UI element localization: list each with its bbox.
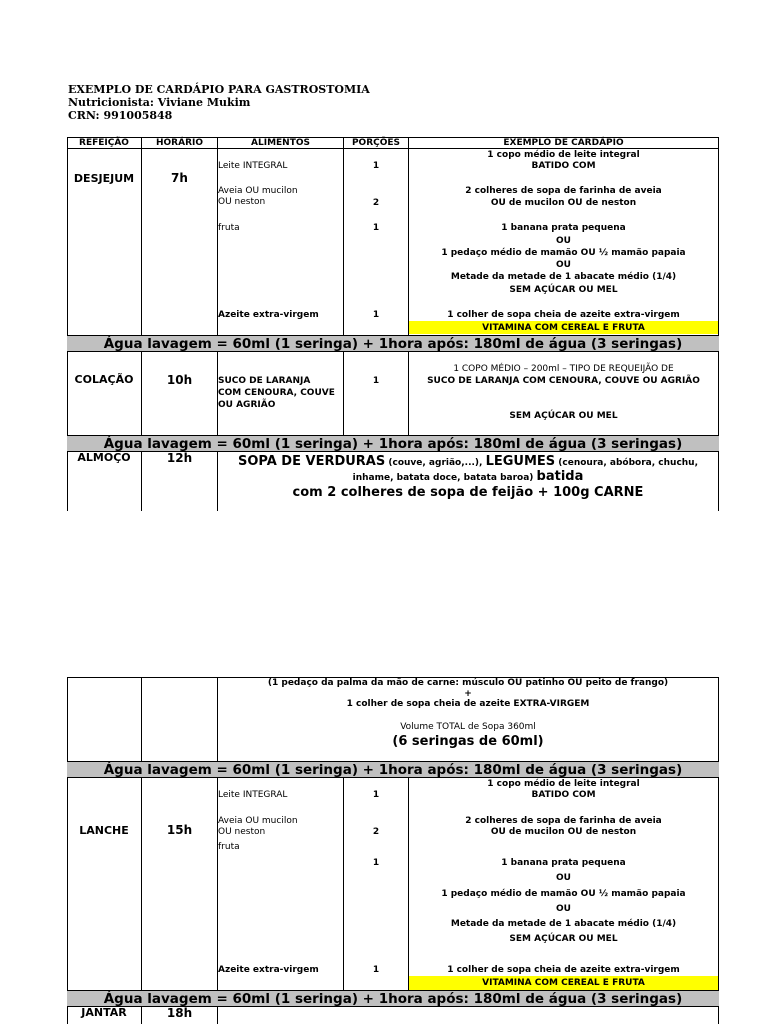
portion-value: 1 (372, 858, 380, 868)
water-note-bar: Água lavagem = 60ml (1 seringa) + 1hora após: 180ml de água (3 seringas) (67, 990, 719, 1007)
time-jantar: 18h (166, 1006, 193, 1020)
meal-desjejum: DESJEJUM (73, 172, 135, 185)
example-line: OU (556, 260, 571, 270)
example-line: 1 colher de sopa cheia de azeite extra-virgem (447, 965, 680, 975)
example-line: OU de mucilon OU de neston (490, 827, 637, 837)
portion-value: 1 (372, 223, 380, 233)
example-line: OU (556, 904, 571, 914)
food-item: Azeite extra-virgem (218, 310, 319, 320)
almoco-line-3: com 2 colheres de sopa de feijão + 100g CARNE (292, 485, 644, 500)
portion-value: 1 (372, 376, 380, 386)
almoco-line-2: inhame, batata doce, batata baroa) batida (352, 469, 584, 484)
example-line: BATIDO COM (531, 790, 596, 800)
food-item: COM CENOURA, COUVE (218, 388, 335, 398)
example-line: 2 colheres de sopa de farinha de aveia (465, 816, 662, 826)
portion-value: 1 (372, 965, 380, 975)
col-header-example: EXEMPLO DE CARDÁPIO (503, 138, 624, 148)
almoco-cont-line: (1 pedaço da palma da mão de carne: músculo OU patinho OU peito de frango) (267, 678, 669, 688)
example-line-highlight: VITAMINA COM CEREAL E FRUTA (482, 323, 645, 333)
food-item: OU AGRIÃO (218, 400, 276, 410)
example-line-highlight: VITAMINA COM CEREAL E FRUTA (482, 978, 645, 988)
almoco-cont-line: + (464, 689, 472, 699)
portion-value: 1 (372, 161, 380, 171)
example-line: 1 pedaço médio de mamão OU ½ mamão papaia (441, 889, 686, 899)
almoco-cont-line: Volume TOTAL de Sopa 360ml (400, 722, 536, 732)
menu-table-part-2 (67, 677, 719, 1024)
example-line: BATIDO COM (531, 161, 596, 171)
example-line: 1 copo médio de leite integral (487, 779, 640, 789)
col-header-portions: PORÇÕES (351, 138, 401, 148)
time-desjejum: 7h (171, 171, 188, 185)
food-item: Aveia OU mucilon (218, 186, 298, 196)
example-line: SUCO DE LARANJA COM CENOURA, COUVE OU AGRIÃO (427, 376, 700, 386)
nutritionist-name: Nutricionista: Viviane Mukim (68, 96, 251, 109)
water-note-bar: Água lavagem = 60ml (1 seringa) + 1hora após: 180ml de água (3 seringas) (67, 435, 719, 452)
menu-table-part-1 (67, 137, 719, 511)
food-item: OU neston (218, 197, 266, 207)
col-header-meal: REFEIÇÃO (79, 138, 129, 148)
example-line: Metade da metade de 1 abacate médio (1/4) (450, 919, 677, 929)
almoco-cont-line: 1 colher de sopa cheia de azeite EXTRA-VIRGEM (346, 699, 590, 709)
food-item: fruta (218, 223, 240, 233)
time-lanche: 15h (166, 823, 193, 837)
example-line: 1 colher de sopa cheia de azeite extra-virgem (447, 310, 680, 320)
food-item: OU neston (218, 827, 266, 837)
time-colacao: 10h (166, 373, 193, 387)
example-line: OU (556, 873, 571, 883)
food-item: Aveia OU mucilon (218, 816, 298, 826)
water-note-bar: Água lavagem = 60ml (1 seringa) + 1hora após: 180ml de água (3 seringas) (67, 335, 719, 352)
example-line: SEM AÇÚCAR OU MEL (509, 934, 618, 944)
almoco-line-1: SOPA DE VERDURAS (couve, agrião,...), LEGUMES (cenoura, abóbora, chuchu, (237, 454, 699, 469)
example-line: OU (556, 236, 571, 246)
portion-value: 2 (372, 198, 380, 208)
food-item: Azeite extra-virgem (218, 965, 319, 975)
example-line: 1 banana prata pequena (501, 858, 626, 868)
example-line: 1 COPO MÉDIO – 200ml – TIPO DE REQUEIJÃO DE (453, 364, 674, 374)
portion-value: 2 (372, 827, 380, 837)
example-line: OU de mucilon OU de neston (490, 198, 637, 208)
time-almoco: 12h (166, 451, 193, 465)
meal-almoco: ALMOÇO (77, 451, 131, 464)
example-line: 1 copo médio de leite integral (487, 150, 640, 160)
food-item: SUCO DE LARANJA (218, 376, 311, 386)
meal-lanche: LANCHE (79, 824, 129, 837)
food-item: Leite INTEGRAL (218, 161, 288, 171)
example-line: 1 pedaço médio de mamão OU ½ mamão papaia (441, 248, 686, 258)
meal-jantar: JANTAR (81, 1006, 127, 1019)
col-header-foods: ALIMENTOS (251, 138, 310, 148)
document-title: EXEMPLO DE CARDÁPIO PARA GASTROSTOMIA (68, 83, 370, 96)
example-line: 1 banana prata pequena (501, 223, 626, 233)
crn-number: CRN: 991005848 (68, 109, 173, 122)
example-line: Metade da metade de 1 abacate médio (1/4) (450, 272, 677, 282)
example-line: SEM AÇÚCAR OU MEL (509, 285, 618, 295)
col-header-time: HORÁRIO (155, 138, 203, 148)
example-line: SEM AÇÚCAR OU MEL (509, 411, 618, 421)
meal-colacao: COLAÇÃO (74, 373, 134, 386)
food-item: Leite INTEGRAL (218, 790, 288, 800)
example-line: 2 colheres de sopa de farinha de aveia (465, 186, 662, 196)
portion-value: 1 (372, 790, 380, 800)
almoco-cont-line: (6 seringas de 60ml) (392, 734, 544, 749)
food-item: fruta (218, 842, 240, 852)
portion-value: 1 (372, 310, 380, 320)
water-note-bar: Água lavagem = 60ml (1 seringa) + 1hora após: 180ml de água (3 seringas) (67, 761, 719, 778)
